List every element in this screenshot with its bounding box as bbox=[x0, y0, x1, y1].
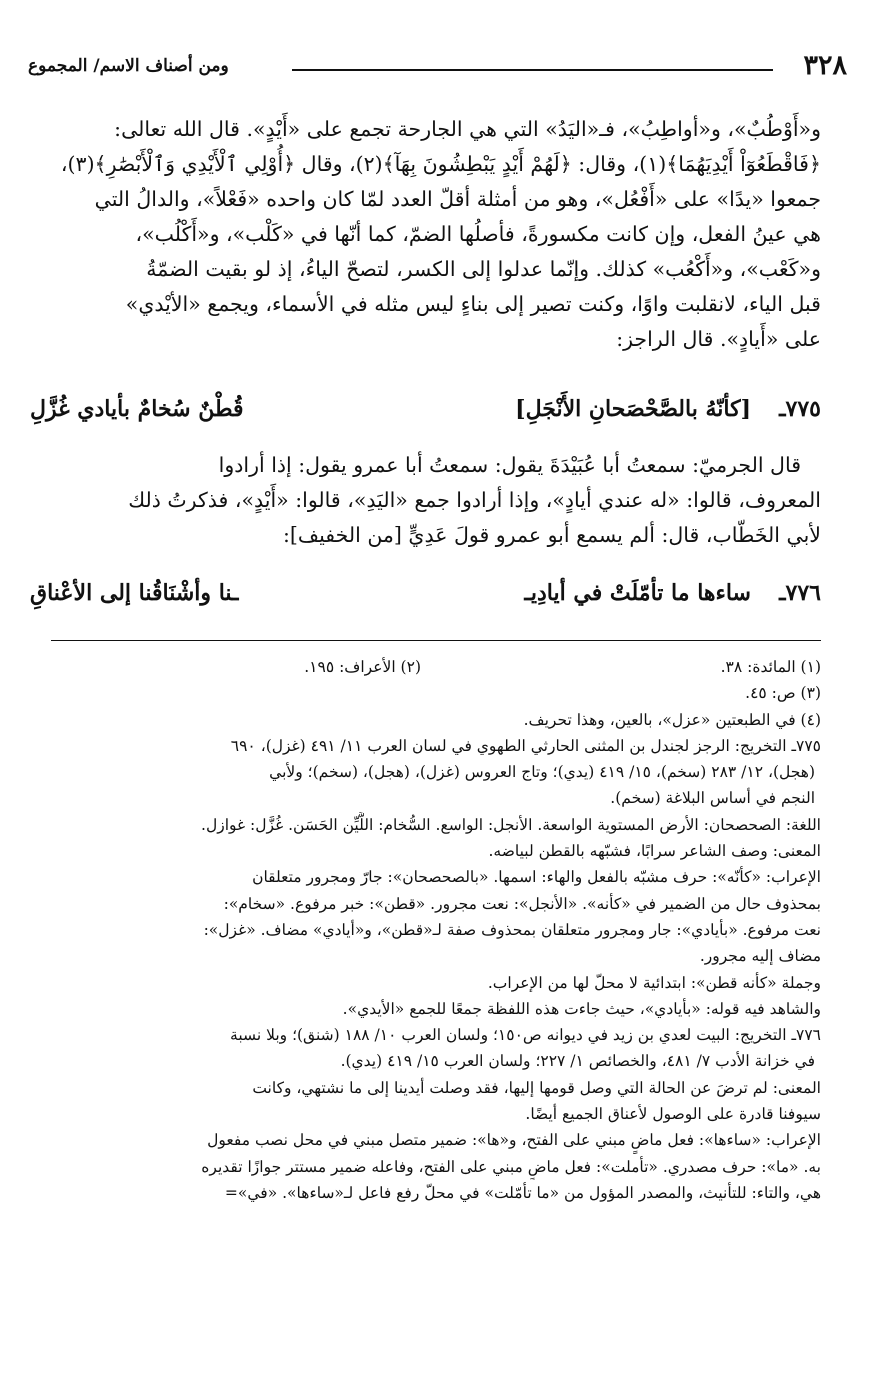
footnote-line: (هجل)، ١٢/ ٢٨٣ (سخم)، ١٥/ ٤١٩ (يدي)؛ وتاج العروس (غزل)، (هجل)، (سخم)؛ ولأبي bbox=[269, 763, 815, 782]
verse-776 bbox=[30, 580, 821, 620]
verse-number: ٧٧٦ـ bbox=[779, 580, 821, 606]
footnote-line: الإعراب: «ساءها»: فعل ماضٍ مبني على الفتح، و«ها»: ضمير متصل مبني في محل نصب مفعول bbox=[207, 1131, 821, 1150]
footnote-line: سيوفنا قادرة على الوصول لأعناق الجميع أيضًا. bbox=[525, 1105, 821, 1124]
verse-hemistich-first: [كأنّهُ بالصَّحْصَحانِ الأَنْجَلِ] bbox=[515, 396, 751, 422]
text-line: ﴿فَاقْطَعُوٓاْ أَيْدِيَهُمَا﴾(١)، وقال: ﴿لَهُمْ أَيْدٍ يَبْطِشُونَ بِهَآ﴾(٢)، وقال ﴿أُوْلِي ٱلْأَيْدِي وَٱلْأَبْصَٰرِ﴾(٣)، bbox=[60, 152, 821, 176]
text-line: المعروف، قالوا: «له عندي أيادٍ»، وإذا أرادوا جمع «اليَدِ»، قالوا: «أَيْدٍ»، فذكرتُ ذلك bbox=[128, 488, 821, 512]
footnote-line: النجم في أساس البلاغة (سخم). bbox=[610, 789, 815, 808]
footnote-line: المعنى: وصف الشاعر سرابًا، فشبّهه بالقطن لبياضه. bbox=[488, 842, 821, 861]
footnote-2: (٢) الأعراف: ١٩٥. bbox=[304, 658, 421, 676]
verse-hemistich-second: قُطْنٌ سُخامٌ بأيادي غُزَّلِ bbox=[30, 396, 244, 422]
header-rule bbox=[292, 69, 773, 71]
main-text-continued bbox=[32, 448, 821, 553]
footnote-line: المعنى: لم ترضَ عن الحالة التي وصل قومها إليها، فقد وصلت أيدينا إلى ما نشتهي، وكانت bbox=[252, 1078, 821, 1097]
footnote-4: (٤) في الطبعتين «عزل»، بالعين، وهذا تحريف. bbox=[523, 710, 821, 729]
verse-number: ٧٧٥ـ bbox=[779, 396, 821, 422]
footnote-line: ٧٧٥ـ التخريج: الرجز لجندل بن المثنى الحارثي الطهوي في لسان العرب ١١/ ٤٩١ (غزل)، ٦٩٠ bbox=[230, 736, 821, 755]
footnote-1: (١) المائدة: ٣٨. bbox=[720, 658, 821, 676]
running-title: ومن أصناف الاسم/ المجموع bbox=[28, 56, 229, 76]
footnote-line: اللغة: الصحصحان: الأرض المستوية الواسعة. الأنجل: الواسع. السُّخام: اللَّيِّن الحَسَن. غُزَّل: غوازل. bbox=[201, 815, 821, 834]
text-line: و«أَوْطُبٌ»، و«أواطِبُ»، فـ«اليَدُ» التي هي الجارحة تجمع على «أَيْدٍ». قال الله تعالى: bbox=[114, 117, 821, 141]
footnote-3: (٣) ص: ٤٥. bbox=[745, 684, 821, 703]
main-text bbox=[32, 112, 821, 357]
footnote-line: والشاهد فيه قوله: «بأيادي»، حيث جاءت هذه اللفظة جمعًا للجمع «الأيدي». bbox=[342, 999, 821, 1018]
footnote-line: مضاف إليه مجرور. bbox=[699, 947, 821, 966]
footnote-line: وجملة «كأنه قطن»: ابتدائية لا محلّ لها من الإعراب. bbox=[487, 973, 821, 992]
footnote-line: الإعراب: «كأنّه»: حرف مشبّه بالفعل والهاء: اسمها. «بالصحصحان»: جارّ ومجرور متعلقان bbox=[252, 868, 821, 887]
text-line: قال الجرميّ: سمعتُ أبا عُبَيْدَةَ يقول: سمعتُ أبا عمرو يقول: إذا أرادوا bbox=[218, 453, 801, 477]
text-line: قبل الياء، لانقلبت واوًا، وكنت تصير إلى بناءٍ ليس مثله في الأسماء، ويجمع «الأيْدي» bbox=[125, 292, 821, 316]
verse-hemistich-second: ـنا وأشْنَاقُنا إلى الأعْناقِ bbox=[30, 580, 239, 606]
text-line: هي عينُ الفعل، وإن كانت مكسورةً، فأصلُها الضمّ، كما أنّها في «كَلْب»، و«أَكْلُب»، bbox=[135, 222, 821, 246]
text-line: لأبي الخَطّاب، قال: ألم يسمع أبو عمرو قولَ عَدِيٍّ [من الخفيف]: bbox=[282, 523, 821, 547]
footnote-line: بمحذوف حال من الضمير في «كأنه». «الأنجل»: نعت مجرور. «قطن»: خبر مرفوع. «سخام»: bbox=[223, 894, 821, 913]
page-header bbox=[22, 50, 851, 86]
text-line: جمعوا «يدًا» على «أَفْعُل»، وهو من أمثلة أقلّ العدد لمّا كان واحده «فَعْلاً»، والدالُ التي bbox=[94, 187, 821, 211]
text-line: و«كَعْب»، و«أَكْعُب» كذلك. وإنّما عدلوا إلى الكسر، لتصحّ الياءُ، إذ لو بقيت الضمّةُ bbox=[146, 257, 821, 281]
footnotes bbox=[30, 654, 821, 1206]
footnote-row bbox=[30, 654, 821, 680]
verse-775 bbox=[30, 396, 821, 436]
footnote-separator bbox=[51, 640, 821, 641]
verse-hemistich-first: ساءها ما تأمّلَتْ في أيادِيـ bbox=[524, 580, 751, 606]
footnote-line: ٧٧٦ـ التخريج: البيت لعدي بن زيد في ديوانه ص١٥٠؛ ولسان العرب ١٠/ ١٨٨ (شنق)؛ وبلا نسبة bbox=[230, 1026, 821, 1045]
page-number: ٣٢٨ bbox=[803, 50, 847, 81]
footnote-line: نعت مرفوع. «بأيادي»: جار ومجرور متعلقان بمحذوف صفة لـ«قطن»، و«أيادي» مضاف. «غزل»: bbox=[203, 920, 821, 939]
footnote-line: في خزانة الأدب ٧/ ٤٨١، والخصائص ١/ ٢٢٧؛ ولسان العرب ١٥/ ٤١٩ (يدي). bbox=[340, 1052, 815, 1071]
text-line: على «أَيادٍ». قال الراجز: bbox=[616, 327, 821, 351]
footnote-line: به. «ما»: حرف مصدري. «تأملت»: فعل ماضٍ مبني على الفتح، وفاعله ضمير مستتر جوازًا تقديره bbox=[201, 1157, 821, 1176]
footnote-line: هي، والتاء: للتأنيث، والمصدر المؤول من «ما تأمّلت» في محلّ رفع فاعل لـ«ساءها». «في»= bbox=[224, 1183, 821, 1202]
